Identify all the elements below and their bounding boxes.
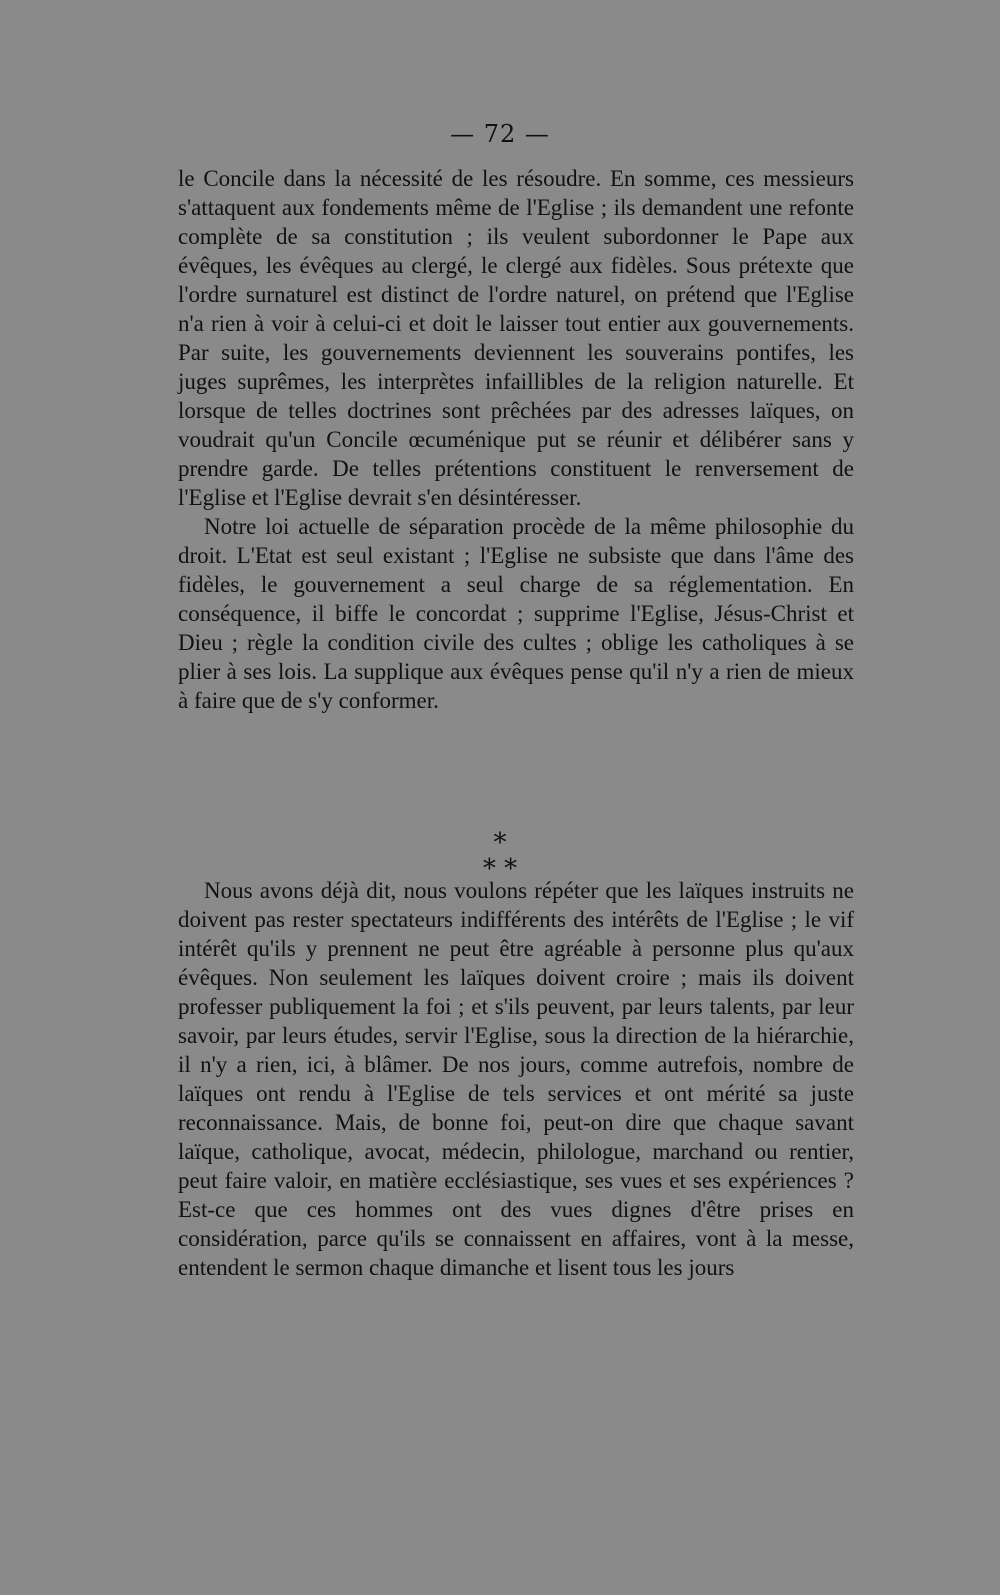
paragraph: Notre loi actuelle de séparation procède de la même philosophie du droit. L'Etat est seul existant ; l'Eglise ne subsiste que dans l'âme des fidèles, le gouvernement a seul charge de sa réglementation. En conséquence, il biffe le concordat ; supprime l'Eglise, Jésus-Christ et Dieu ; règle la condition civile des cultes ; oblige les catholiques à se plier à ses lois. La supplique aux évêques pense qu'il n'y a rien de mieux à faire que de s'y conformer. [178,514,854,713]
text-section-2 [178,876,854,1282]
text-section-1 [178,164,854,715]
asterism-top-star: * [493,828,507,858]
paragraph: le Concile dans la nécessité de les résoudre. En somme, ces messieurs s'attaquent aux fondements même de l'Eglise ; ils demandent une refonte complète de sa constitution ; ils veulent subordonner le Pape aux évêques, les évêques au clergé, le clergé aux fidèles. Sous prétexte que l'ordre surnaturel est distinct de l'ordre naturel, on prétend que l'Eglise n'a rien à voir à celui-ci et doit le laisser tout entier aux gouvernements. Par suite, les gouvernements deviennent les souverains pontifes, les juges suprêmes, les interprètes infaillibles de la religion naturelle. Et lorsque de telles doctrines sont prêchées par des adresses laïques, on voudrait qu'un Concile œcuménique put se réunir et délibérer sans y prendre garde. De telles prétentions constituent le renversement de l'Eglise et l'Eglise devrait s'en désintéresser. [178,166,854,510]
asterism-bottom-stars: * * [482,854,518,884]
page-number: — 72 — [450,120,550,148]
section-separator-asterism [0,830,1000,882]
paragraph: Nous avons déjà dit, nous voulons répéter que les laïques instruits ne doivent pas rester spectateurs indifférents des intérêts de l'Eglise ; le vif intérêt qu'ils y prennent ne peut être agréable à personne plus qu'aux évêques. Non seulement les laïques doivent croire ; mais ils doivent professer publiquement la foi ; et s'ils peuvent, par leurs talents, par leur savoir, par leurs études, servir l'Eglise, sous la direction de la hiérarchie, il n'y a rien, ici, à blâmer. De nos jours, comme autrefois, nombre de laïques ont rendu à l'Eglise de tels services et ont mérité sa juste reconnaissance. Mais, de bonne foi, peut-on dire que chaque savant laïque, catholique, avocat, médecin, philologue, marchand ou rentier, peut faire valoir, en matière ecclésiastique, ses vues et ses expériences ? Est-ce que ces hommes ont des vues dignes d'être prises en considération, parce qu'ils se connaissent en affaires, vont à la messe, entendent le sermon chaque dimanche et lisent tous les jours [178,878,854,1280]
